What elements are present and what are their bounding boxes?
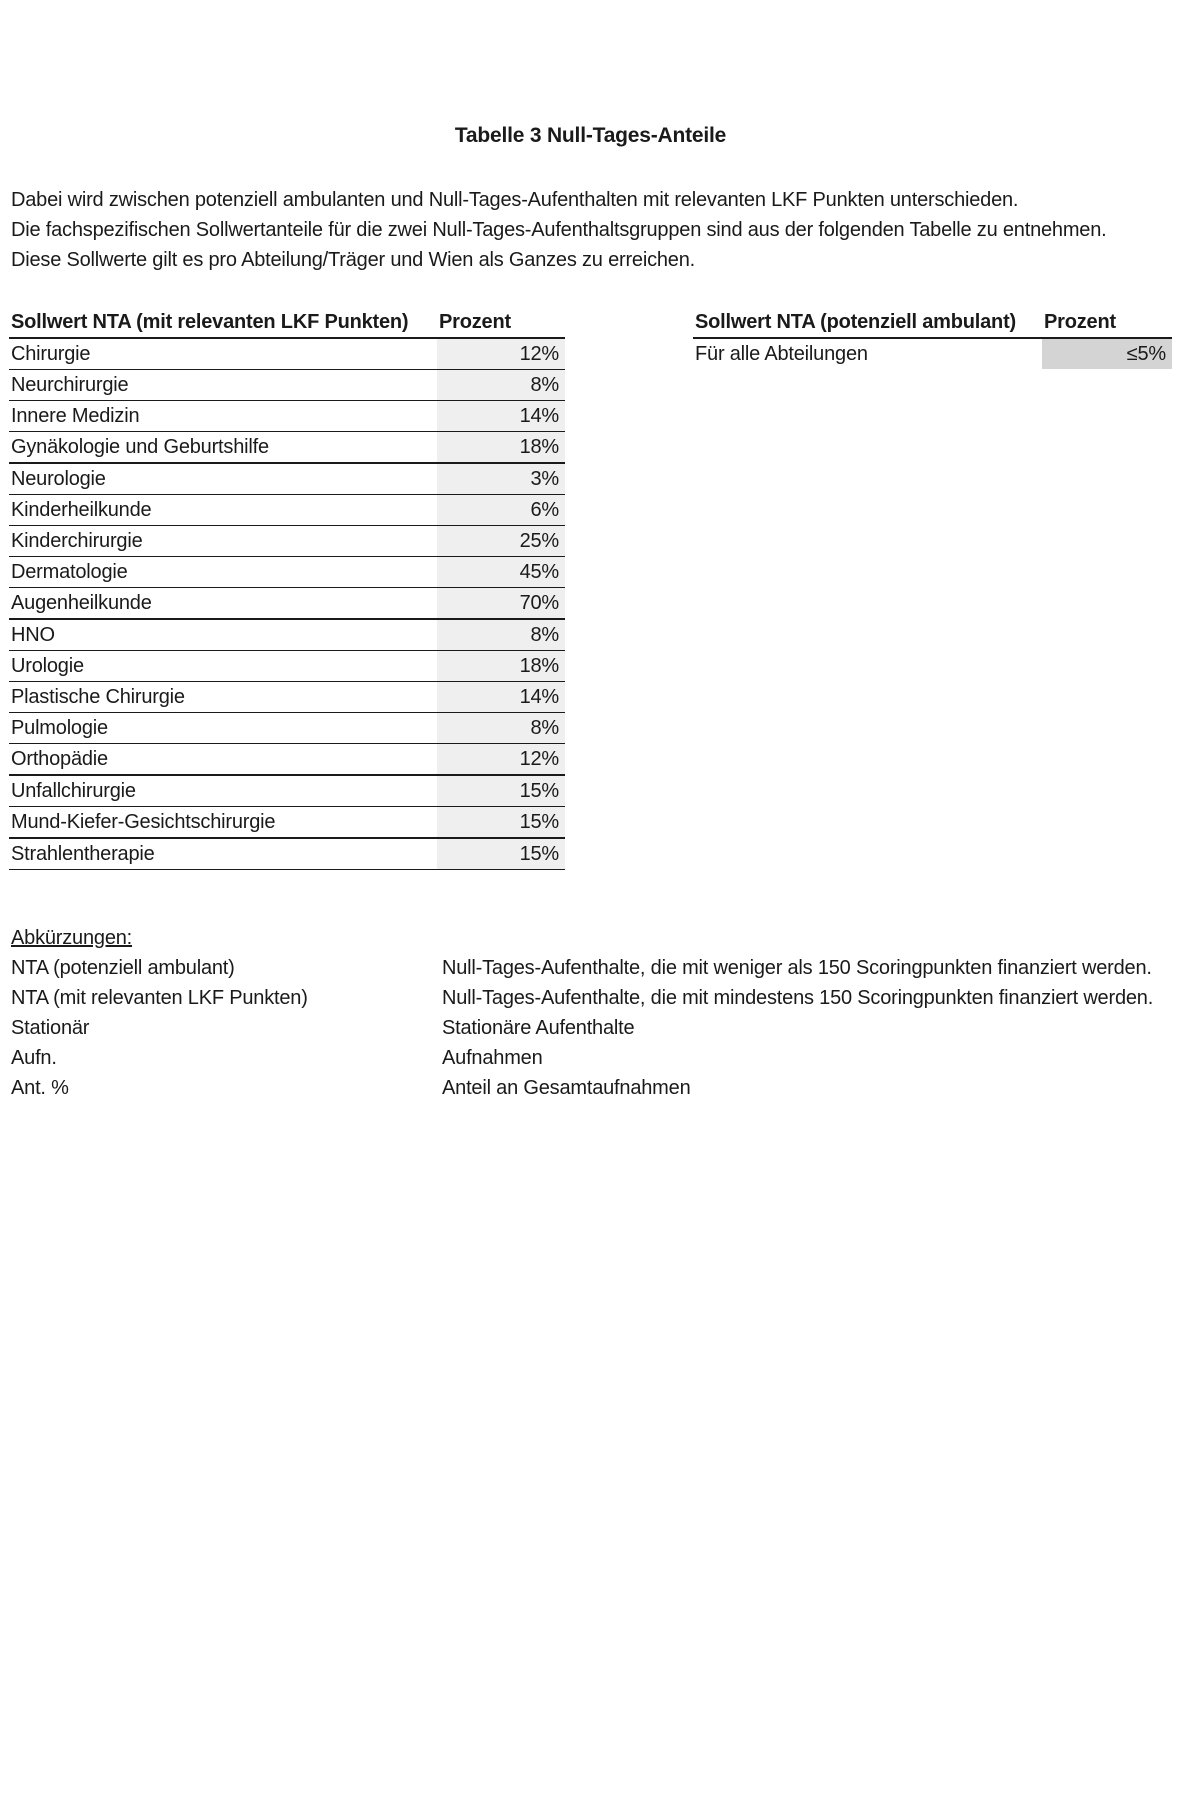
- percent-cell: 45%: [437, 557, 565, 588]
- percent-cell: ≤5%: [1042, 338, 1172, 369]
- department-cell: Neurologie: [9, 463, 437, 495]
- abbreviation-definition: Null-Tages-Aufenthalte, die mit weniger als 150 Scoringpunkten finanziert werden.: [442, 957, 1152, 979]
- percent-cell: 70%: [437, 588, 565, 620]
- department-cell: Strahlentherapie: [9, 838, 437, 870]
- table-row: [693, 338, 1172, 369]
- percent-cell: 8%: [437, 619, 565, 651]
- abbreviation-term: Stationär: [11, 1017, 90, 1039]
- department-cell: Urologie: [9, 651, 437, 682]
- table-row: [9, 557, 565, 588]
- column-header-percent: Prozent: [437, 307, 565, 338]
- table-row: [9, 401, 565, 432]
- abbreviation-definition: Stationäre Aufenthalte: [442, 1017, 635, 1039]
- percent-cell: 12%: [437, 338, 565, 370]
- department-cell: Dermatologie: [9, 557, 437, 588]
- abbreviation-item: [11, 1043, 1176, 1073]
- column-header-department: Sollwert NTA (mit relevanten LKF Punkten): [9, 307, 437, 338]
- table-nta-ambulant: [693, 307, 1172, 369]
- department-cell: Unfallchirurgie: [9, 775, 437, 807]
- abbreviation-item: [11, 953, 1176, 983]
- percent-cell: 15%: [437, 807, 565, 839]
- percent-cell: 12%: [437, 744, 565, 776]
- percent-cell: 14%: [437, 401, 565, 432]
- table-row: [9, 370, 565, 401]
- intro-line: Dabei wird zwischen potenziell ambulanten und Null-Tages-Aufenthalten mit relevanten LKF Punkten unterschieden.: [11, 189, 1019, 211]
- abbreviations-heading: Abkürzungen:: [11, 927, 133, 949]
- table-row: [9, 807, 565, 839]
- abbreviation-term: Ant. %: [11, 1077, 69, 1099]
- intro-line: Die fachspezifischen Sollwertanteile für die zwei Null-Tages-Aufenthaltsgruppen sind aus der folgenden Tabelle zu entnehmen.: [11, 219, 1107, 241]
- department-cell: Mund-Kiefer-Gesichtschirurgie: [9, 807, 437, 839]
- abbreviation-definition: Anteil an Gesamtaufnahmen: [442, 1077, 691, 1099]
- table-row: [9, 338, 565, 370]
- table-row: [9, 432, 565, 464]
- department-cell: Für alle Abteilungen: [695, 343, 868, 365]
- percent-cell: 14%: [437, 682, 565, 713]
- abbreviation-definition: Null-Tages-Aufenthalte, die mit mindestens 150 Scoringpunkten finanziert werden.: [442, 987, 1154, 1009]
- table-row: [9, 682, 565, 713]
- percent-cell: 8%: [437, 370, 565, 401]
- page-title: Tabelle 3 Null-Tages-Anteile: [454, 124, 727, 147]
- table-row: [9, 744, 565, 776]
- table-header-row: [693, 307, 1172, 338]
- table-row: [9, 838, 565, 870]
- department-cell: Plastische Chirurgie: [9, 682, 437, 713]
- table-row: [9, 526, 565, 557]
- percent-cell: 8%: [437, 713, 565, 744]
- abbreviation-definition: Aufnahmen: [442, 1047, 543, 1069]
- department-cell: Augenheilkunde: [9, 588, 437, 620]
- abbreviation-item: [11, 983, 1176, 1013]
- percent-cell: 3%: [437, 463, 565, 495]
- department-cell: HNO: [9, 619, 437, 651]
- table-row: [9, 713, 565, 744]
- percent-cell: 25%: [437, 526, 565, 557]
- intro-text: [11, 185, 1171, 275]
- department-cell: Neurchirurgie: [9, 370, 437, 401]
- abbreviations-section: [11, 923, 1176, 1103]
- intro-line: Diese Sollwerte gilt es pro Abteilung/Träger und Wien als Ganzes zu erreichen.: [11, 249, 696, 271]
- percent-cell: 18%: [437, 651, 565, 682]
- percent-cell: 15%: [437, 838, 565, 870]
- table-row: [9, 651, 565, 682]
- table-header-row: [9, 307, 565, 338]
- abbreviation-term: NTA (mit relevanten LKF Punkten): [11, 987, 308, 1009]
- department-cell: Pulmologie: [9, 713, 437, 744]
- percent-cell: 15%: [437, 775, 565, 807]
- department-cell: Innere Medizin: [9, 401, 437, 432]
- department-cell: Kinderheilkunde: [9, 495, 437, 526]
- table-row: [9, 463, 565, 495]
- department-cell: Chirurgie: [9, 338, 437, 370]
- table-row: [9, 495, 565, 526]
- percent-cell: 18%: [437, 432, 565, 464]
- department-cell: Kinderchirurgie: [9, 526, 437, 557]
- abbreviation-item: [11, 1013, 1176, 1043]
- column-header-department: Sollwert NTA (potenziell ambulant): [693, 307, 1042, 338]
- abbreviation-item: [11, 1073, 1176, 1103]
- department-cell: Orthopädie: [9, 744, 437, 776]
- table-nta-relevant: [9, 307, 565, 870]
- department-cell: Gynäkologie und Geburtshilfe: [9, 432, 437, 464]
- table-row: [9, 775, 565, 807]
- abbreviation-term: NTA (potenziell ambulant): [11, 957, 235, 979]
- abbreviation-term: Aufn.: [11, 1047, 57, 1069]
- percent-cell: 6%: [437, 495, 565, 526]
- column-header-percent: Prozent: [1042, 307, 1172, 338]
- table-row: [9, 588, 565, 620]
- table-row: [9, 619, 565, 651]
